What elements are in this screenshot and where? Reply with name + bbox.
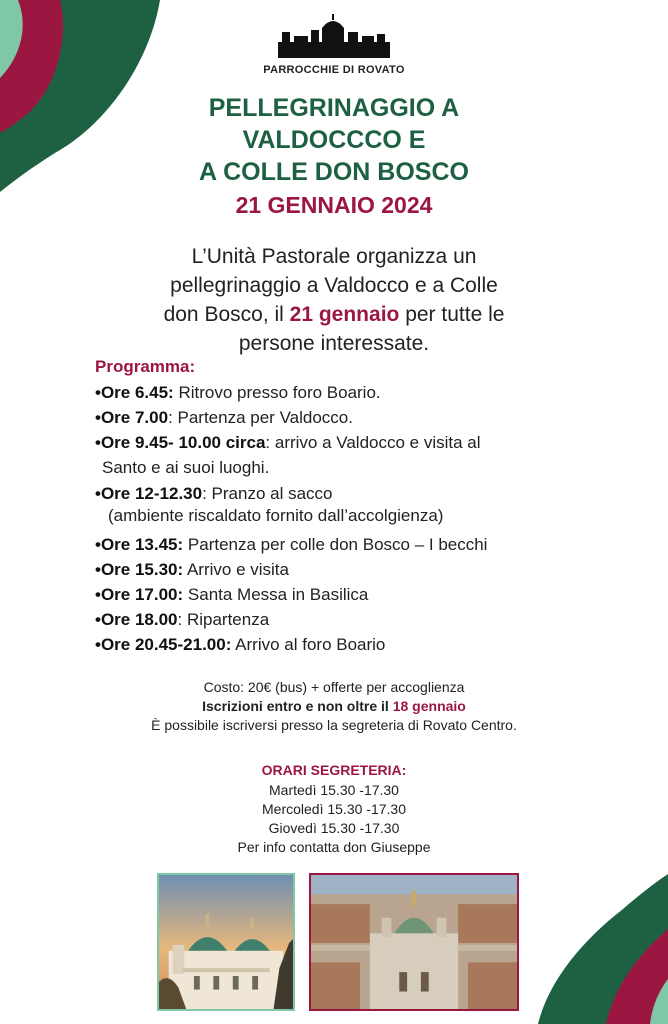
title-line-2: VALDOCCCO E [242, 126, 426, 154]
program-item [95, 608, 269, 632]
program-text: Arrivo e visita [183, 560, 289, 579]
parish-logo [0, 14, 668, 76]
programma-heading: Programma: [95, 357, 196, 376]
program-item [95, 431, 481, 455]
title-line-1: PELLEGRINAGGIO A [208, 94, 460, 122]
program-text: : Pranzo al sacco [202, 484, 333, 503]
deadline-line [0, 697, 668, 716]
orari-line: Martedì 15.30 -17.30 [269, 782, 399, 798]
program-time: •Ore 13.45: [95, 535, 184, 554]
program-time: •Ore 7.00 [95, 408, 169, 427]
intro-date-highlight: 21 gennaio [289, 303, 400, 326]
intro-line-2: pellegrinaggio a Valdocco e a Colle [170, 274, 498, 297]
program-item [95, 533, 487, 557]
orari-line: Mercoledì 15.30 -17.30 [262, 801, 406, 817]
program-item [95, 406, 353, 430]
orari-line: Giovedì 15.30 -17.30 [268, 820, 400, 836]
program-item [95, 558, 289, 582]
event-date: 21 GENNAIO 2024 [235, 192, 433, 218]
logo-text: PARROCCHIE DI ROVATO [263, 64, 405, 76]
program-text: : Ripartenza [177, 610, 270, 629]
program-item [95, 381, 381, 405]
program-text: Arrivo al foro Boario [231, 635, 386, 654]
program-time: •Ore 18.00 [95, 610, 178, 629]
basilica-photo [157, 873, 295, 1011]
orari-line: Per info contatta don Giuseppe [237, 839, 431, 855]
program-text: Santa Messa in Basilica [183, 585, 369, 604]
program-text: Ritrovo presso foro Boario. [173, 383, 381, 402]
intro-line-3 [110, 300, 558, 329]
program-time: •Ore 15.30: [95, 560, 184, 579]
program-time: •Ore 9.45- 10.00 circa [95, 433, 266, 452]
event-title [0, 92, 668, 188]
program-text: Partenza per colle don Bosco – I becchi [183, 535, 488, 554]
deadline-pre: Iscrizioni entro e non oltre il [202, 698, 393, 714]
intro-line-4: persone interessate. [238, 332, 430, 355]
program-item [95, 633, 385, 657]
valdocco-aerial-photo [309, 873, 519, 1011]
intro-line-3-pre: don Bosco, il [163, 303, 290, 326]
program-time: •Ore 17.00: [95, 585, 184, 604]
program-time: •Ore 6.45: [95, 383, 174, 402]
orari-heading: ORARI SEGRETERIA: [261, 762, 407, 778]
deadline-date: 18 gennaio [392, 698, 466, 714]
intro-line-1: L’Unità Pastorale organizza un [191, 245, 477, 268]
church-skyline-icon [278, 14, 390, 58]
intro-paragraph [110, 242, 558, 358]
program-item [95, 482, 333, 506]
program-item [95, 583, 368, 607]
program-text: : arrivo a Valdocco e visita al [265, 433, 481, 452]
intro-line-3-post: per tutte le [399, 303, 505, 326]
bottom-right-wave-decoration [538, 874, 668, 1024]
cost-line: Costo: 20€ (bus) + offerte per accoglienza [203, 679, 465, 695]
title-line-3: A COLLE DON BOSCO [199, 158, 469, 186]
registration-info [0, 678, 668, 735]
segreteria-note: È possibile iscriversi presso la segreteria di Rovato Centro. [151, 717, 517, 733]
program-time: •Ore 12-12.30 [95, 484, 203, 503]
program-time: •Ore 20.45-21.00: [95, 635, 232, 654]
orari-list [0, 781, 668, 857]
program-item-note: (ambiente riscaldato fornito dall’accolgienza) [108, 506, 444, 525]
program-text: : Partenza per Valdocco. [168, 408, 353, 427]
program-item-continuation: Santo e ai suoi luoghi. [102, 458, 270, 477]
